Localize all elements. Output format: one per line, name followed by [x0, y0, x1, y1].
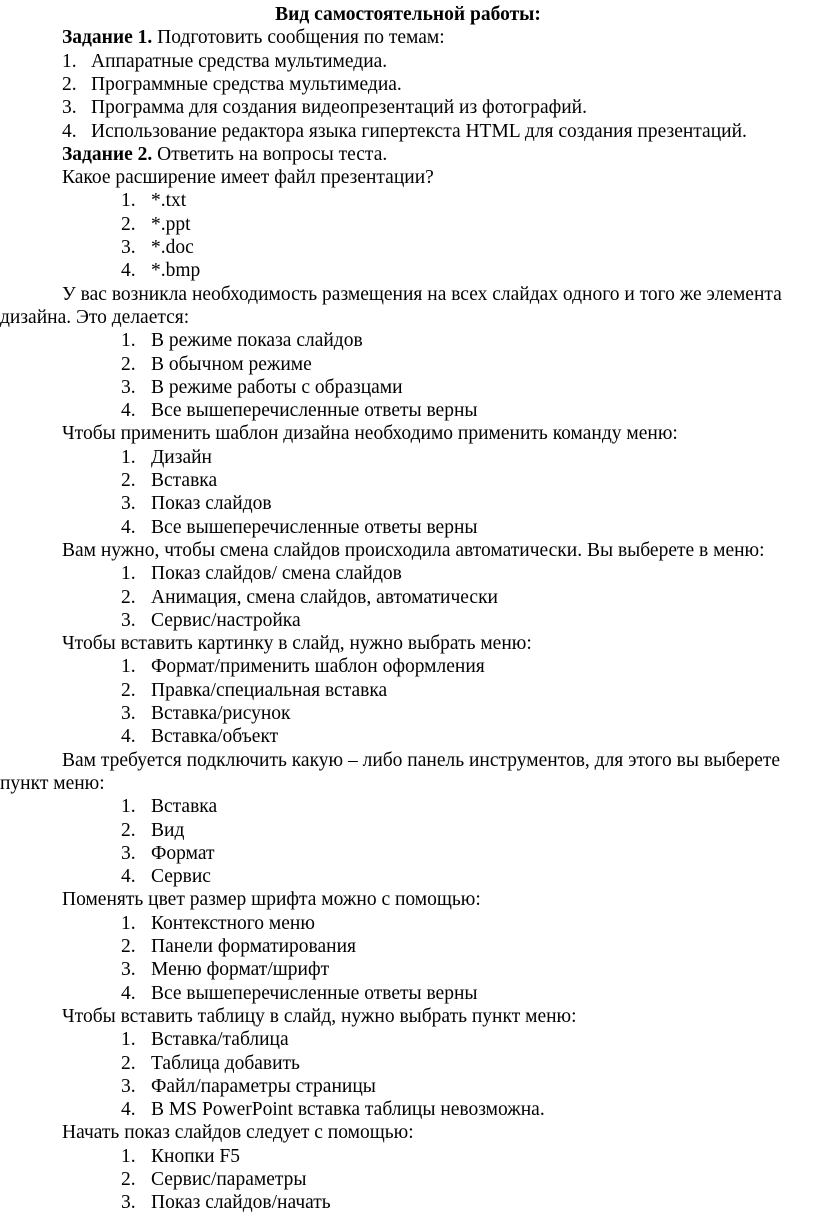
- task-1-item: [62, 73, 402, 96]
- answer-option: [121, 795, 217, 818]
- answer-option: [121, 725, 278, 748]
- answer-option: [121, 376, 403, 399]
- option-text: Показ слайдов/ смена слайдов: [151, 563, 402, 585]
- option-text: Показ слайдов/начать: [151, 1192, 331, 1214]
- option-number: 1.: [121, 446, 136, 468]
- answer-option: [121, 982, 478, 1005]
- answer-option: [121, 1145, 240, 1168]
- option-number: 2.: [121, 213, 136, 235]
- answer-option: [121, 958, 329, 981]
- answer-option: [121, 446, 212, 469]
- option-text: Все вышеперечисленные ответы верны: [151, 516, 478, 538]
- option-text: Показ слайдов: [151, 493, 272, 515]
- answer-option: [121, 819, 184, 842]
- answer-option: [121, 609, 301, 632]
- option-text: *.ppt: [151, 213, 191, 235]
- question-text: [62, 539, 765, 562]
- question-line: Чтобы вставить картинку в слайд, нужно выбрать меню:: [62, 633, 532, 655]
- option-text: Дизайн: [151, 446, 212, 468]
- answer-option: [121, 679, 387, 702]
- option-number: 3.: [121, 703, 136, 724]
- question-line: У вас возникла необходимость размещения на всех слайдах одного и того же элемента: [62, 283, 782, 305]
- option-text: Панели форматирования: [151, 936, 356, 957]
- option-number: 4.: [121, 260, 136, 282]
- option-number: 2.: [121, 353, 136, 375]
- answer-option: [121, 469, 217, 492]
- option-number: 2.: [121, 679, 136, 701]
- answer-option: [121, 259, 200, 282]
- option-text: *.doc: [151, 237, 194, 258]
- option-number: 3.: [121, 376, 136, 398]
- item-number: 2.: [62, 73, 77, 95]
- answer-option: [121, 1028, 289, 1051]
- answer-option: [121, 655, 485, 678]
- option-text: Таблица добавить: [151, 1052, 300, 1074]
- option-text: Все вышеперечисленные ответы верны: [151, 400, 478, 422]
- question-text: [0, 306, 189, 329]
- item-text: Использование редактора языка гипертекста HTML для создания презентаций.: [91, 120, 747, 142]
- option-number: 4.: [121, 866, 136, 888]
- option-number: 4.: [121, 1099, 136, 1121]
- question-line: Вам требуется подключить какую – либо панель инструментов, для этого вы выберете: [62, 749, 781, 771]
- option-text: Сервис/параметры: [151, 1169, 307, 1190]
- option-number: 2.: [121, 470, 136, 491]
- answer-option: [121, 399, 478, 422]
- option-text: В MS PowerPoint вставка таблицы невозможна.: [151, 1099, 545, 1121]
- answer-option: [121, 912, 315, 935]
- option-number: 4.: [121, 726, 136, 748]
- question-text: [62, 283, 782, 306]
- task-1-item: [62, 120, 747, 143]
- question-text: [62, 632, 532, 655]
- item-text: Программа для создания видеопрезентаций из фотографий.: [91, 97, 587, 119]
- option-number: 1.: [121, 190, 136, 212]
- answer-option: [121, 562, 402, 585]
- option-number: 4.: [121, 982, 136, 1004]
- option-text: Вставка/объект: [151, 726, 279, 748]
- answer-option: [121, 865, 211, 888]
- answer-option: [121, 842, 215, 865]
- item-number: 1.: [62, 50, 77, 72]
- option-number: 1.: [121, 563, 136, 585]
- answer-option: [121, 1075, 376, 1098]
- option-number: 2.: [121, 586, 136, 608]
- item-number: 4.: [62, 120, 77, 142]
- option-number: 2.: [121, 1052, 136, 1074]
- option-number: 3.: [121, 959, 136, 981]
- option-text: Анимация, смена слайдов, автоматически: [151, 586, 498, 608]
- question-text: [62, 422, 678, 445]
- option-number: 3.: [121, 609, 136, 631]
- item-text: Программные средства мультимедиа.: [91, 73, 402, 95]
- task-1-item: [62, 50, 387, 73]
- answer-option: [121, 702, 291, 725]
- option-number: 3.: [121, 237, 136, 258]
- option-number: 1.: [121, 1029, 136, 1051]
- option-text: Сервис: [151, 866, 211, 888]
- question-line: Какое расширение имеет файл презентации?: [62, 167, 434, 189]
- option-text: В режиме показа слайдов: [151, 330, 363, 352]
- question-text: [62, 888, 481, 911]
- option-text: Вид: [151, 819, 185, 841]
- option-text: Все вышеперечисленные ответы верны: [151, 982, 478, 1004]
- task-1-text: Подготовить сообщения по темам:: [152, 27, 445, 49]
- option-number: 4.: [121, 516, 136, 538]
- option-text: Правка/специальная вставка: [151, 679, 388, 701]
- option-text: Вставка: [151, 796, 218, 818]
- option-text: Формат/применить шаблон оформления: [151, 656, 485, 678]
- question-text: [62, 1005, 577, 1028]
- question-text: [0, 772, 105, 795]
- question-line: дизайна. Это делается:: [0, 306, 190, 328]
- question-line: Чтобы применить шаблон дизайна необходимо применить команду меню:: [62, 423, 678, 445]
- task-1-heading: [62, 26, 445, 49]
- option-number: 2.: [121, 819, 136, 841]
- answer-option: [121, 1052, 300, 1075]
- option-text: *.txt: [151, 190, 187, 212]
- task-2-label: Задание 2.: [62, 143, 153, 165]
- item-number: 3.: [62, 97, 77, 119]
- question-line: пункт меню:: [0, 772, 105, 794]
- answer-option: [121, 492, 272, 515]
- option-text: Кнопки F5: [151, 1145, 241, 1167]
- question-text: [62, 166, 434, 189]
- answer-option: [121, 213, 191, 236]
- question-line: Начать показ слайдов следует с помощью:: [62, 1122, 414, 1144]
- question-text: [62, 749, 780, 772]
- answer-option: [121, 935, 356, 958]
- question-text: [62, 1121, 414, 1144]
- item-text: Аппаратные средства мультимедиа.: [91, 50, 388, 72]
- option-number: 2.: [121, 936, 136, 957]
- option-number: 1.: [121, 796, 136, 818]
- answer-option: [121, 1098, 545, 1121]
- option-number: 1.: [121, 330, 136, 352]
- answer-option: [121, 189, 186, 212]
- answer-option: [121, 236, 194, 259]
- option-text: Вставка/рисунок: [151, 703, 291, 724]
- document-title: Вид самостоятельной работы:: [275, 4, 541, 25]
- option-text: В режиме работы с образцами: [151, 376, 403, 398]
- task-2-text: Ответить на вопросы теста.: [152, 143, 388, 165]
- option-number: 3.: [121, 493, 136, 515]
- answer-option: [121, 1191, 331, 1214]
- question-line: Чтобы вставить таблицу в слайд, нужно выбрать пункт меню:: [62, 1005, 577, 1027]
- question-line: Вам нужно, чтобы смена слайдов происходила автоматически. Вы выберете в меню:: [62, 539, 765, 561]
- answer-option: [121, 1168, 306, 1191]
- option-text: Вставка/таблица: [151, 1029, 289, 1051]
- option-text: *.bmp: [151, 260, 201, 282]
- option-text: В обычном режиме: [151, 353, 312, 375]
- option-text: Вставка: [151, 470, 218, 491]
- answer-option: [121, 353, 312, 376]
- answer-option: [121, 586, 498, 609]
- task-1-label: Задание 1.: [62, 27, 153, 49]
- option-number: 3.: [121, 1075, 136, 1097]
- answer-option: [121, 329, 363, 352]
- option-text: Формат: [151, 842, 215, 864]
- option-text: Файл/параметры страницы: [151, 1075, 376, 1097]
- option-number: 1.: [121, 1145, 136, 1167]
- option-text: Контекстного меню: [151, 912, 315, 934]
- option-number: 3.: [121, 842, 136, 864]
- option-text: Меню формат/шрифт: [151, 959, 330, 981]
- option-number: 1.: [121, 656, 136, 678]
- answer-option: [121, 516, 478, 539]
- question-line: Поменять цвет размер шрифта можно с помощью:: [62, 889, 481, 911]
- option-text: Сервис/настройка: [151, 609, 301, 631]
- task-1-item: [62, 96, 587, 119]
- option-number: 2.: [121, 1169, 136, 1190]
- option-number: 4.: [121, 400, 136, 422]
- option-number: 1.: [121, 912, 136, 934]
- task-2-heading: [62, 143, 387, 166]
- option-number: 3.: [121, 1192, 136, 1214]
